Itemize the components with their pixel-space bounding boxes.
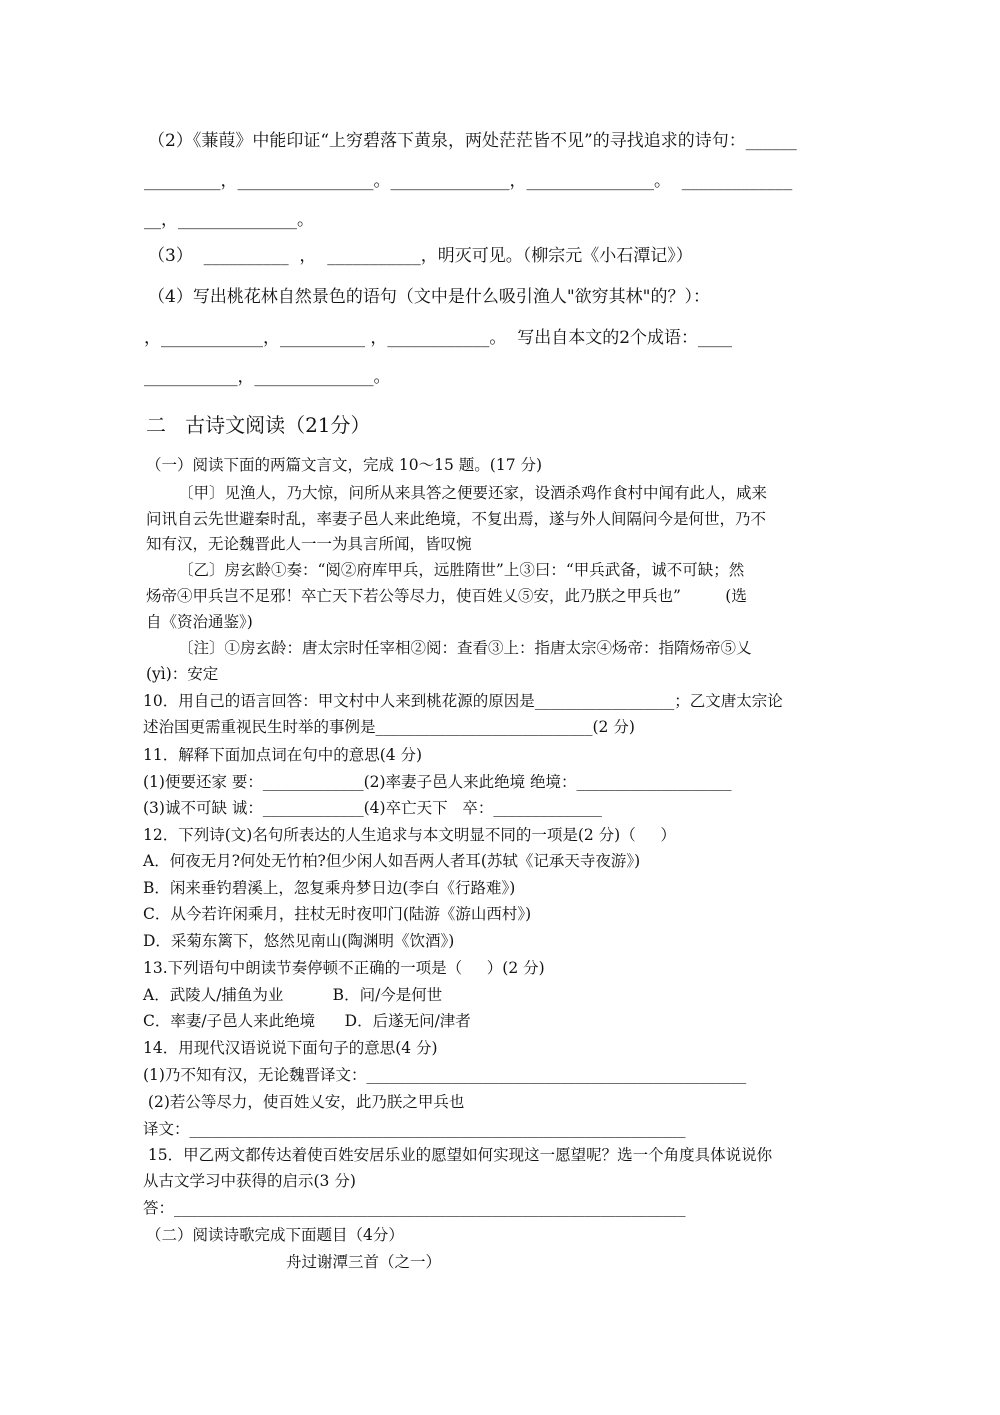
subsection-2-title: （二）阅读诗歌完成下面题目（4分）: [146, 1226, 404, 1244]
q12-option: A．何夜无月?何处无竹柏?但少闲人如吾两人者耳(苏轼《记承天寺夜游》): [143, 852, 641, 870]
q12-option: C．从今若许闲乘月，拄杖无时夜叩门(陆游《游山西村》): [143, 905, 532, 923]
jia-text-line: 知有汉，无论魏晋此人一一为具言所闻，皆叹惋: [146, 535, 472, 553]
notes-line: 〔注〕①房玄龄：唐太宗时任宰相②阅：查看③上：指唐太宗④炀帝：指隋炀帝⑤乂: [178, 639, 752, 657]
q12-option: B．闲来垂钓碧溪上，忽复乘舟梦日边(李白《行路难》): [143, 879, 516, 897]
q11-line: (3)诚不可缺 诚：_____________(4)卒亡天下 卒：______________: [143, 799, 602, 817]
q15-line: 从古文学习中获得的启示(3 分): [143, 1172, 356, 1190]
yi-text-line: 自《资治通鉴》): [146, 613, 253, 631]
q2-line-1: （2）《蒹葭》中能印证“上穷碧落下黄泉，两处茫茫皆不见”的寻找追求的诗句：______: [148, 131, 797, 151]
jia-text-line: 问讯自云先世避秦时乱，率妻子邑人来此绝境，不复出焉，遂与外人间隔问今是何世，乃不: [146, 510, 767, 528]
q10-line: 10．用自己的语言回答：甲文村中人来到桃花源的原因是__________________；乙文唐太宗论: [143, 692, 783, 710]
poem-title: 舟过谢潭三首（之一）: [286, 1253, 442, 1271]
section-heading: 二 古诗文阅读（21分）: [146, 413, 371, 437]
q4-line-1: （4）写出桃花林自然景色的语句（文中是什么吸引渔人"欲穷其林"的？）：: [148, 287, 710, 307]
q3-line: （3） __________ ， ___________，明灭可见。（柳宗元《小石潭记》）: [148, 246, 693, 266]
q11-line: (1)便要还家 要：_____________(2)率妻子邑人来此绝境 绝境：____________________: [143, 773, 732, 791]
q2-line-2: _________，________________。______________，_______________。 _____________: [144, 171, 793, 191]
yi-text-line: 〔乙〕房玄龄①奏：“阅②府库甲兵，远胜隋世”上③曰：“甲兵武备，诚不可缺；然: [178, 561, 745, 579]
q13-option: C．率妻/子邑人来此绝境 D．后遂无问/津者: [143, 1012, 471, 1030]
q4-line-2: ，____________，__________ ，____________。 写出自本文的2个成语：____: [144, 328, 733, 348]
q14-line: (1)乃不知有汉，无论魏晋译文：_________________________________________________: [143, 1066, 747, 1084]
q15-line: 15．甲乙两文都传达着使百姓安居乐业的愿望如何实现这一愿望呢？选一个角度具体说说你: [143, 1146, 773, 1164]
q13-line: 13.下列语句中朗读节奏停顿不正确的一项是（ ）(2 分): [143, 959, 545, 977]
q10-line: 述治国更需重视民生时举的事例是____________________________(2 分): [143, 718, 635, 736]
q15-line: 答：__________________________________________________________________: [143, 1199, 686, 1217]
q2-line-3: __，______________。: [144, 210, 314, 230]
jia-text-line: 〔甲〕见渔人，乃大惊，问所从来具答之便要还家，设酒杀鸡作食村中闻有此人，咸来: [178, 484, 768, 502]
subsection-1-title: （一）阅读下面的两篇文言文，完成 10～15 题。(17 分): [146, 456, 543, 474]
q11-line: 11．解释下面加点词在句中的意思(4 分): [143, 746, 423, 764]
q14-line: (2)若公等尽力，使百姓乂安，此乃朕之甲兵也: [143, 1093, 465, 1111]
q12-option: D．采菊东篱下，悠然见南山(陶渊明《饮酒》): [143, 932, 455, 950]
notes-line: (yì)：安定: [146, 665, 219, 683]
q14-line: 14．用现代汉语说说下面句子的意思(4 分): [143, 1039, 438, 1057]
q14-line: 译文：________________________________________________________________: [143, 1120, 686, 1138]
q12-line: 12．下列诗(文)名句所表达的人生追求与本文明显不同的一项是(2 分)（ ）: [143, 826, 676, 844]
yi-text-line: 炀帝④甲兵岂不足邪！卒亡天下若公等尽力，使百姓乂⑤安，此乃朕之甲兵也” (选: [146, 587, 747, 605]
q13-option: A．武陵人/捕鱼为业 B．问/今是何世: [143, 986, 443, 1004]
q4-line-3: ___________，______________。: [144, 367, 391, 387]
